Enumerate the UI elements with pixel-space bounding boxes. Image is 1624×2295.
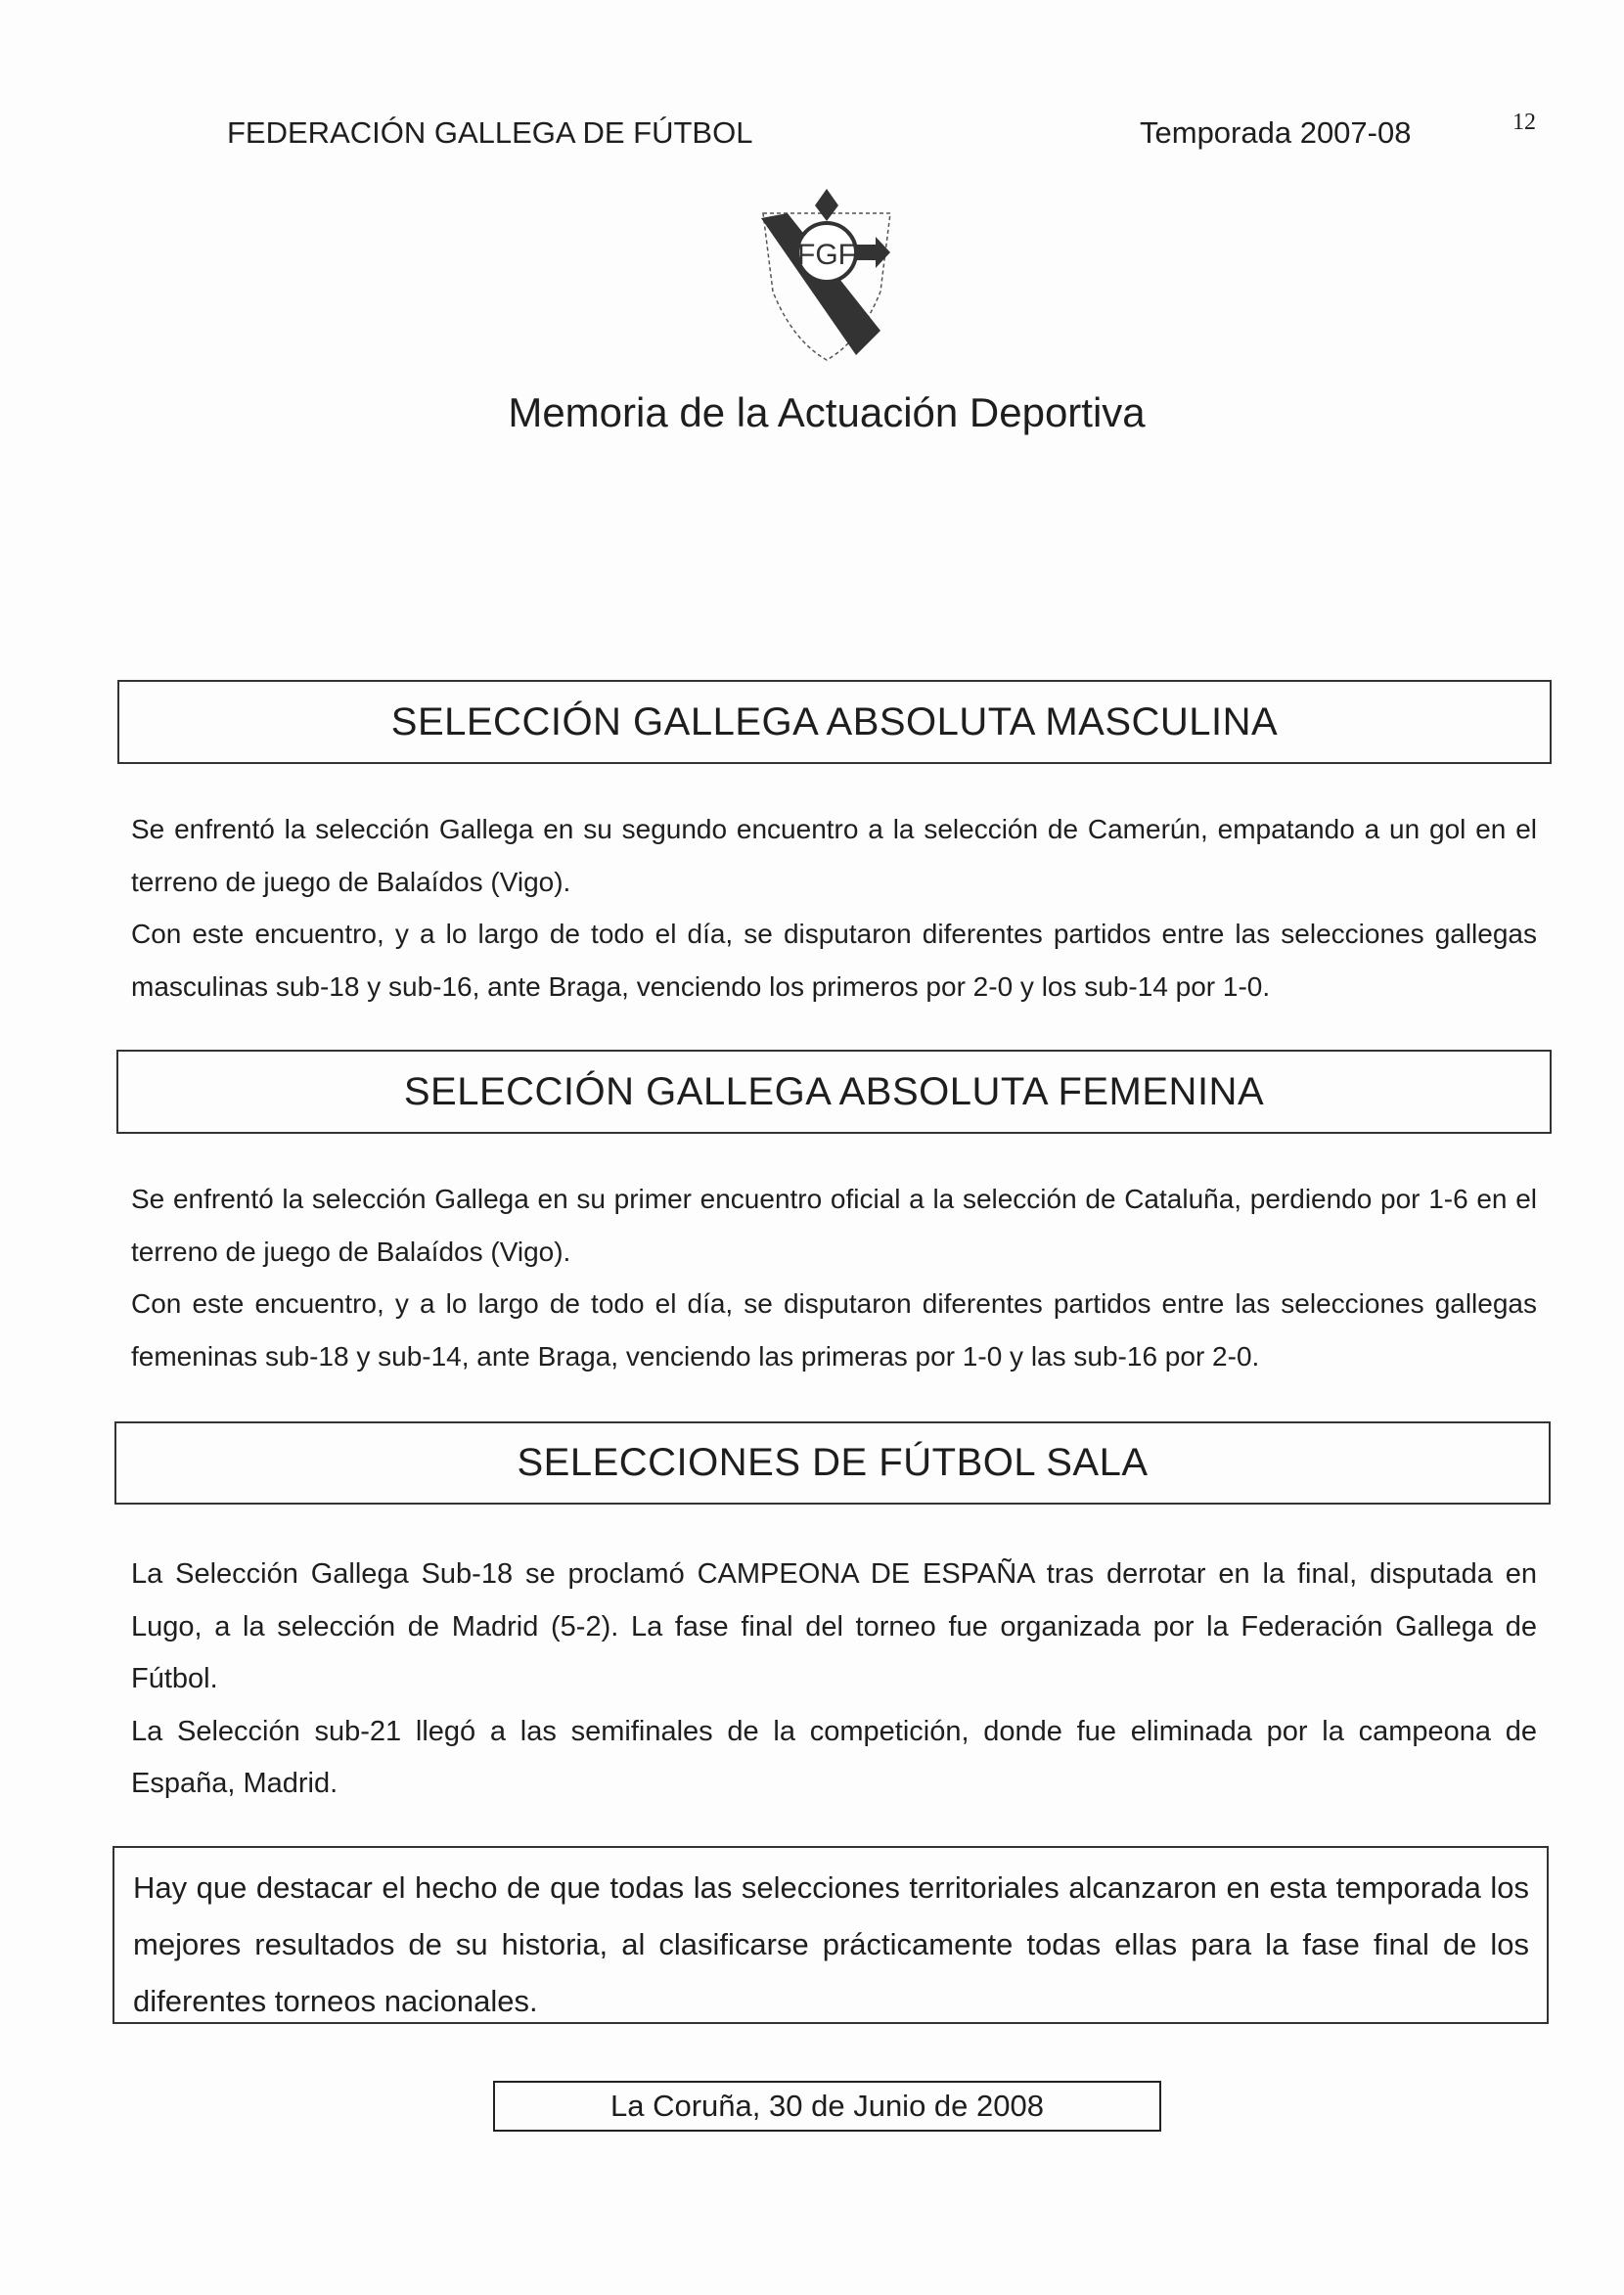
- section-body-femenina: [131, 1173, 1537, 1382]
- section-heading: SELECCIÓN GALLEGA ABSOLUTA FEMENINA: [403, 1070, 1265, 1113]
- organization-name: FEDERACIÓN GALLEGA DE FÚTBOL: [227, 115, 753, 150]
- section-heading: SELECCIONES DE FÚTBOL SALA: [517, 1441, 1149, 1484]
- federation-logo-icon: [744, 184, 910, 362]
- section-heading-box-futbol-sala: [114, 1421, 1551, 1505]
- paragraph: Con este encuentro, y a lo largo de todo el día, se disputaron diferentes partidos entre las selecciones gallegas masculinas sub-18 y sub-16, ante Braga, venciendo los primeros por 2-0 y los sub-14 por 1-0.: [131, 919, 1537, 1002]
- footer-date: La Coruña, 30 de Junio de 2008: [493, 2081, 1161, 2132]
- section-heading-box-masculina: [117, 680, 1552, 764]
- section-body-futbol-sala: [131, 1549, 1537, 1811]
- section-body-masculina: [131, 803, 1537, 1012]
- page-title: Memoria de la Actuación Deportiva: [508, 389, 1146, 435]
- highlight-note-box: Hay que destacar el hecho de que todas las selecciones territoriales alcanzaron en esta temporada los mejores resultados de su historia, al clasificarse prácticamente todas ellas para la fase final de los diferentes torneos nacionales.: [113, 1846, 1549, 2024]
- paragraph: Se enfrentó la selección Gallega en su segundo encuentro a la selección de Camerún, empatando a un gol en el terreno de juego de Balaídos (Vigo).: [131, 814, 1537, 897]
- paragraph: Se enfrentó la selección Gallega en su primer encuentro oficial a la selección de Cataluña, perdiendo por 1-6 en el terreno de juego de Balaídos (Vigo).: [131, 1184, 1537, 1267]
- season-label: Temporada 2007-08: [1140, 115, 1412, 150]
- paragraph: Con este encuentro, y a lo largo de todo el día, se disputaron diferentes partidos entre las selecciones gallegas femeninas sub-18 y sub-14, ante Braga, venciendo las primeras por 1-0 y las sub-16 por 2-0.: [131, 1288, 1537, 1372]
- paragraph: La Selección sub-21 llegó a las semifinales de la competición, donde fue eliminada por la campeona de España, Madrid.: [131, 1715, 1537, 1799]
- paragraph: La Selección Gallega Sub-18 se proclamó CAMPEONA DE ESPAÑA tras derrotar en la final, disputada en Lugo, a la selección de Madrid (5-2). La fase final del torneo fue organizada por la Federación Gallega de Fútbol.: [131, 1558, 1537, 1694]
- section-heading: SELECCIÓN GALLEGA ABSOLUTA MASCULINA: [390, 700, 1279, 743]
- svg-text:FGF: FGF: [797, 239, 856, 271]
- section-heading-box-femenina: [116, 1050, 1552, 1134]
- page-number: 12: [1512, 110, 1536, 135]
